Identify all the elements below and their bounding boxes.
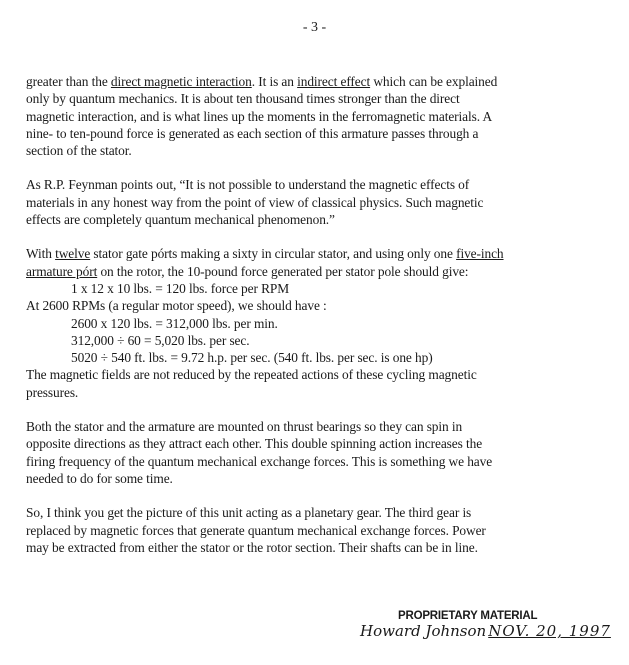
text-line: only by quantum mechanics. It is about ten thousand times stronger than the direct	[26, 91, 460, 107]
text-line: may be extracted from either the stator or the rotor section. Their shafts can be in line.	[26, 539, 478, 555]
handwritten-signature	[360, 622, 611, 640]
formula-line: 1 x 12 x 10 lbs. = 120 lbs. force per RPM	[71, 280, 290, 296]
text-line: At 2600 RPMs (a regular motor speed), we should have :	[26, 298, 327, 314]
text-run: stator gate pórts making a sixty in circular stator, and using only one	[90, 246, 457, 262]
text-run: With	[26, 246, 56, 262]
formula-line: 312,000 ÷ 60 = 5,020 lbs. per sec.	[71, 332, 250, 348]
underlined-phrase: five-inch	[456, 246, 504, 262]
signature-date: NOV. 20, 1997	[488, 622, 611, 640]
formula-line: 5020 ÷ 540 ft. lbs. = 9.72 h.p. per sec. (540 ft. lbs. per sec. is one hp)	[71, 350, 433, 366]
paragraph-feynman-quote	[26, 176, 586, 228]
text-line: materials in any honest way from the point of view of classical physics. Such magnetic	[26, 194, 484, 210]
paragraph-exchange-force	[26, 73, 586, 159]
text-line: magnetic interaction, and is what lines up the moments in the ferromagnetic materials. A	[26, 108, 493, 124]
text-run: on the rotor, the 10-pound force generated per stator pole should give:	[97, 263, 469, 279]
text-line: section of the stator.	[26, 143, 132, 159]
text-run: which can be explained	[370, 74, 498, 89]
text-line: pressures.	[26, 384, 79, 400]
document-body	[26, 73, 586, 573]
text-line	[26, 245, 586, 262]
page-number: - 3 -	[302, 20, 327, 35]
formula-line: 2600 x 120 lbs. = 312,000 lbs. per min.	[71, 315, 278, 331]
text-line: effects are completely quantum mechanical phenomenon.”	[26, 212, 335, 228]
underlined-phrase: armature pórt	[26, 263, 98, 279]
text-line: As R.P. Feynman points out, “It is not possible to understand the magnetic effects of	[26, 177, 470, 193]
proprietary-stamp: PROPRIETARY MATERIAL	[398, 610, 538, 622]
underlined-phrase: direct magnetic interaction	[110, 74, 252, 89]
text-line	[26, 73, 586, 90]
signature-name: Howard Johnson	[360, 622, 487, 640]
text-line: firing frequency of the quantum mechanical exchange forces. This is something we have	[26, 453, 493, 469]
paragraph-planetary-gear	[26, 504, 586, 556]
paragraph-calculation	[26, 245, 586, 401]
text-line: Both the stator and the armature are mounted on thrust bearings so they can spin in	[26, 419, 463, 435]
text-line: So, I think you get the picture of this unit acting as a planetary gear. The third gear is	[26, 505, 472, 521]
text-line	[26, 263, 586, 280]
text-line: The magnetic fields are not reduced by the repeated actions of these cycling magnetic	[26, 367, 477, 383]
text-run: . It is an	[251, 74, 298, 89]
text-line: opposite directions as they attract each other. This double spinning action increases the	[26, 436, 483, 452]
paragraph-thrust-bearings	[26, 418, 586, 487]
text-line: needed to do for some time.	[26, 470, 173, 486]
text-line: replaced by magnetic forces that generate quantum mechanical exchange forces. Power	[26, 522, 486, 538]
underlined-phrase: twelve	[55, 246, 91, 262]
underlined-phrase: indirect effect	[297, 74, 371, 89]
text-line: nine- to ten-pound force is generated as each section of this armature passes through a	[26, 125, 479, 141]
text-run: greater than the	[26, 74, 111, 89]
